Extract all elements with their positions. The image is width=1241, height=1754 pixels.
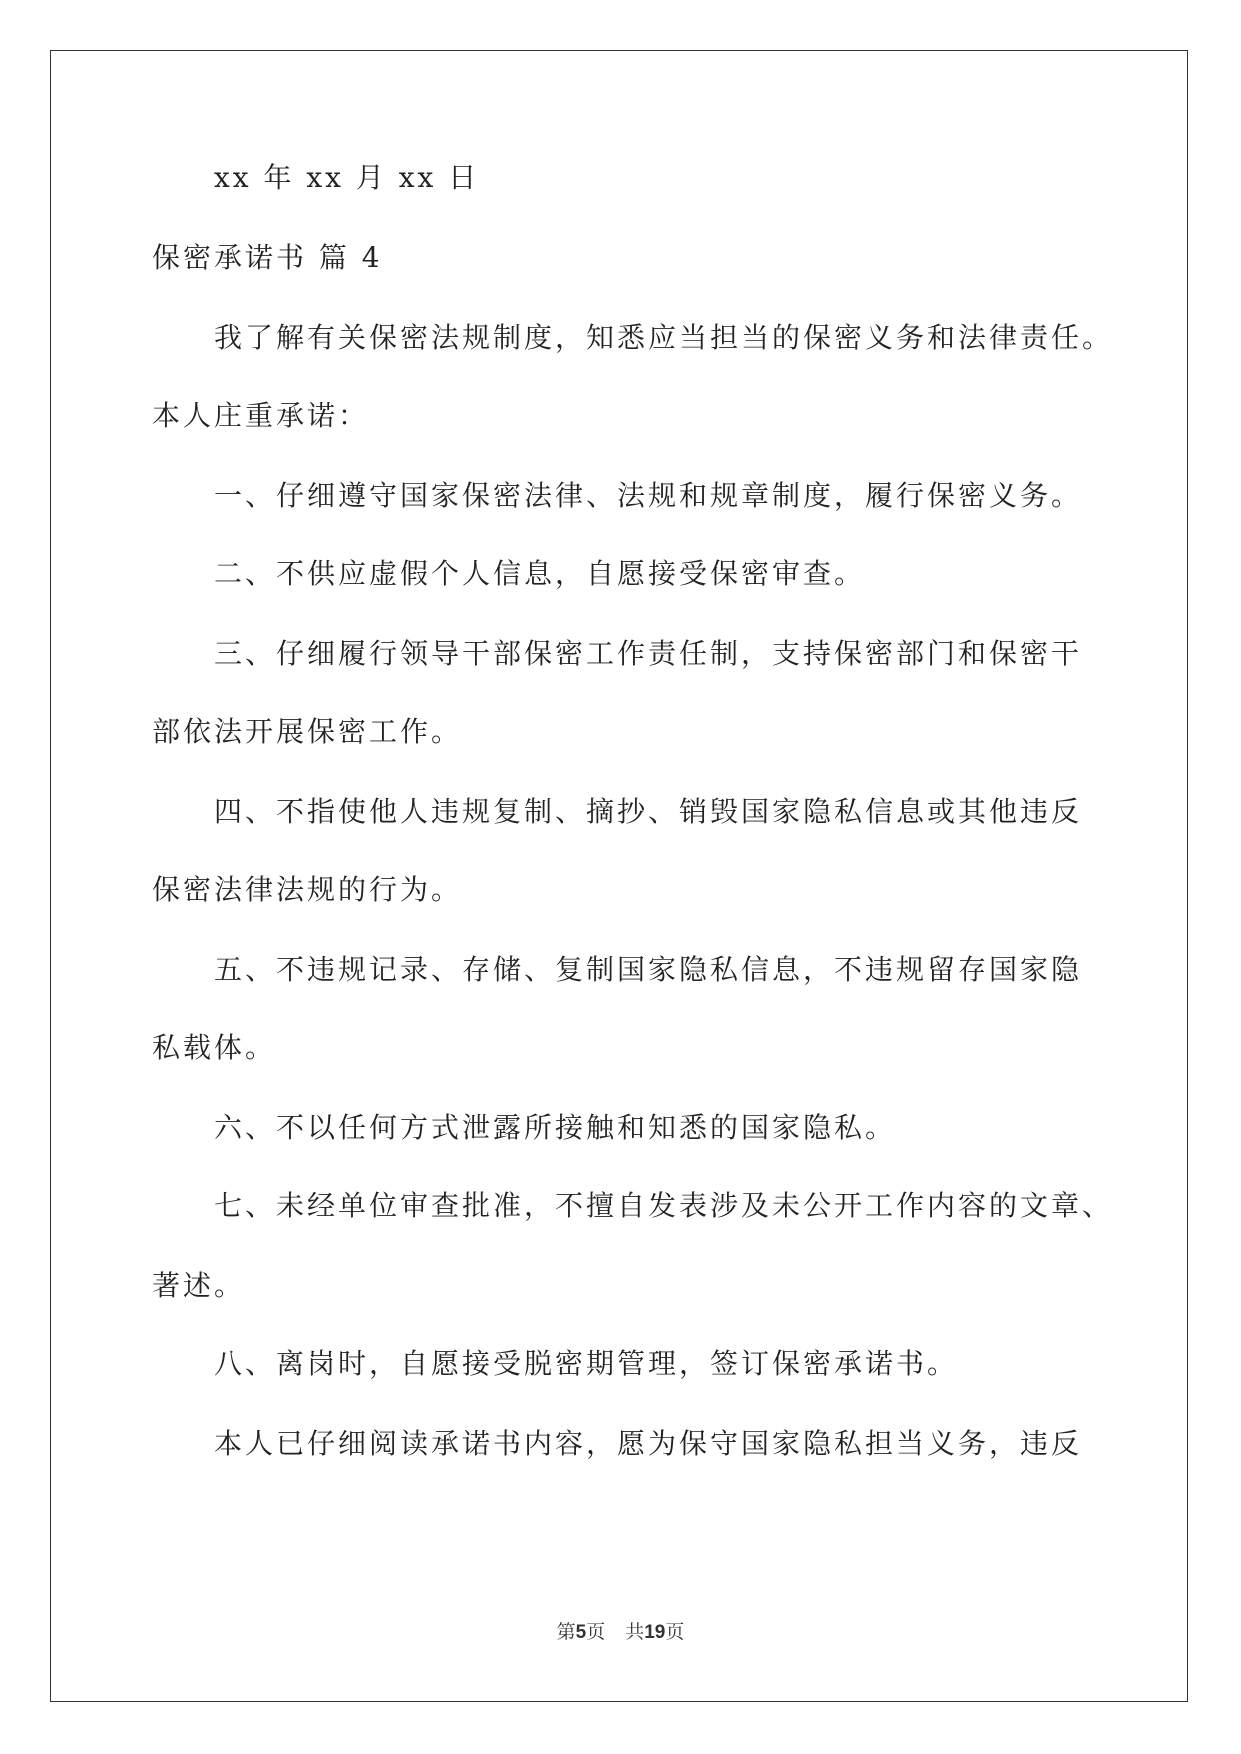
paragraph-line: 保密法律法规的行为。: [152, 873, 463, 906]
paragraph-line: 七、未经单位审查批准，不擅自发表涉及未公开工作内容的文章、: [214, 1189, 1114, 1222]
paragraph-line: 私载体。: [152, 1031, 277, 1064]
total-page-number: 19: [644, 1622, 666, 1643]
paragraph-line: 部依法开展保密工作。: [152, 715, 463, 748]
page-prefix: 第: [556, 1621, 576, 1643]
paragraph-line: 一、仔细遵守国家保密法律、法规和规章制度，履行保密义务。: [214, 479, 1083, 512]
date-line: xx 年 xx 月 xx 日: [214, 161, 480, 194]
paragraph-line: 八、离岗时，自愿接受脱密期管理，签订保密承诺书。: [214, 1347, 959, 1380]
section-heading: 保密承诺书 篇 4: [152, 241, 383, 274]
paragraph-line: 三、仔细履行领导干部保密工作责任制，支持保密部门和保密干: [214, 637, 1083, 670]
paragraph-line: 著述。: [152, 1269, 246, 1302]
page-suffix: 页: [586, 1621, 606, 1643]
paragraph-line: 本人已仔细阅读承诺书内容，愿为保守国家隐私担当义务，违反: [214, 1427, 1083, 1460]
page-footer: [0, 1620, 1241, 1645]
paragraph-line: 二、不供应虚假个人信息，自愿接受保密审查。: [214, 557, 866, 590]
paragraph-line: 五、不违规记录、存储、复制国家隐私信息，不违规留存国家隐: [214, 953, 1083, 986]
current-page-number: 5: [575, 1622, 587, 1643]
paragraph-line: 六、不以任何方式泄露所接触和知悉的国家隐私。: [214, 1111, 897, 1144]
total-suffix: 页: [665, 1621, 685, 1643]
paragraph-line: 本人庄重承诺：: [152, 399, 370, 432]
paragraph-line: 四、不指使他人违规复制、摘抄、销毁国家隐私信息或其他违反: [214, 795, 1083, 828]
total-prefix: 共: [625, 1621, 645, 1643]
paragraph-line: 我了解有关保密法规制度，知悉应当担当的保密义务和法律责任。: [214, 321, 1114, 354]
